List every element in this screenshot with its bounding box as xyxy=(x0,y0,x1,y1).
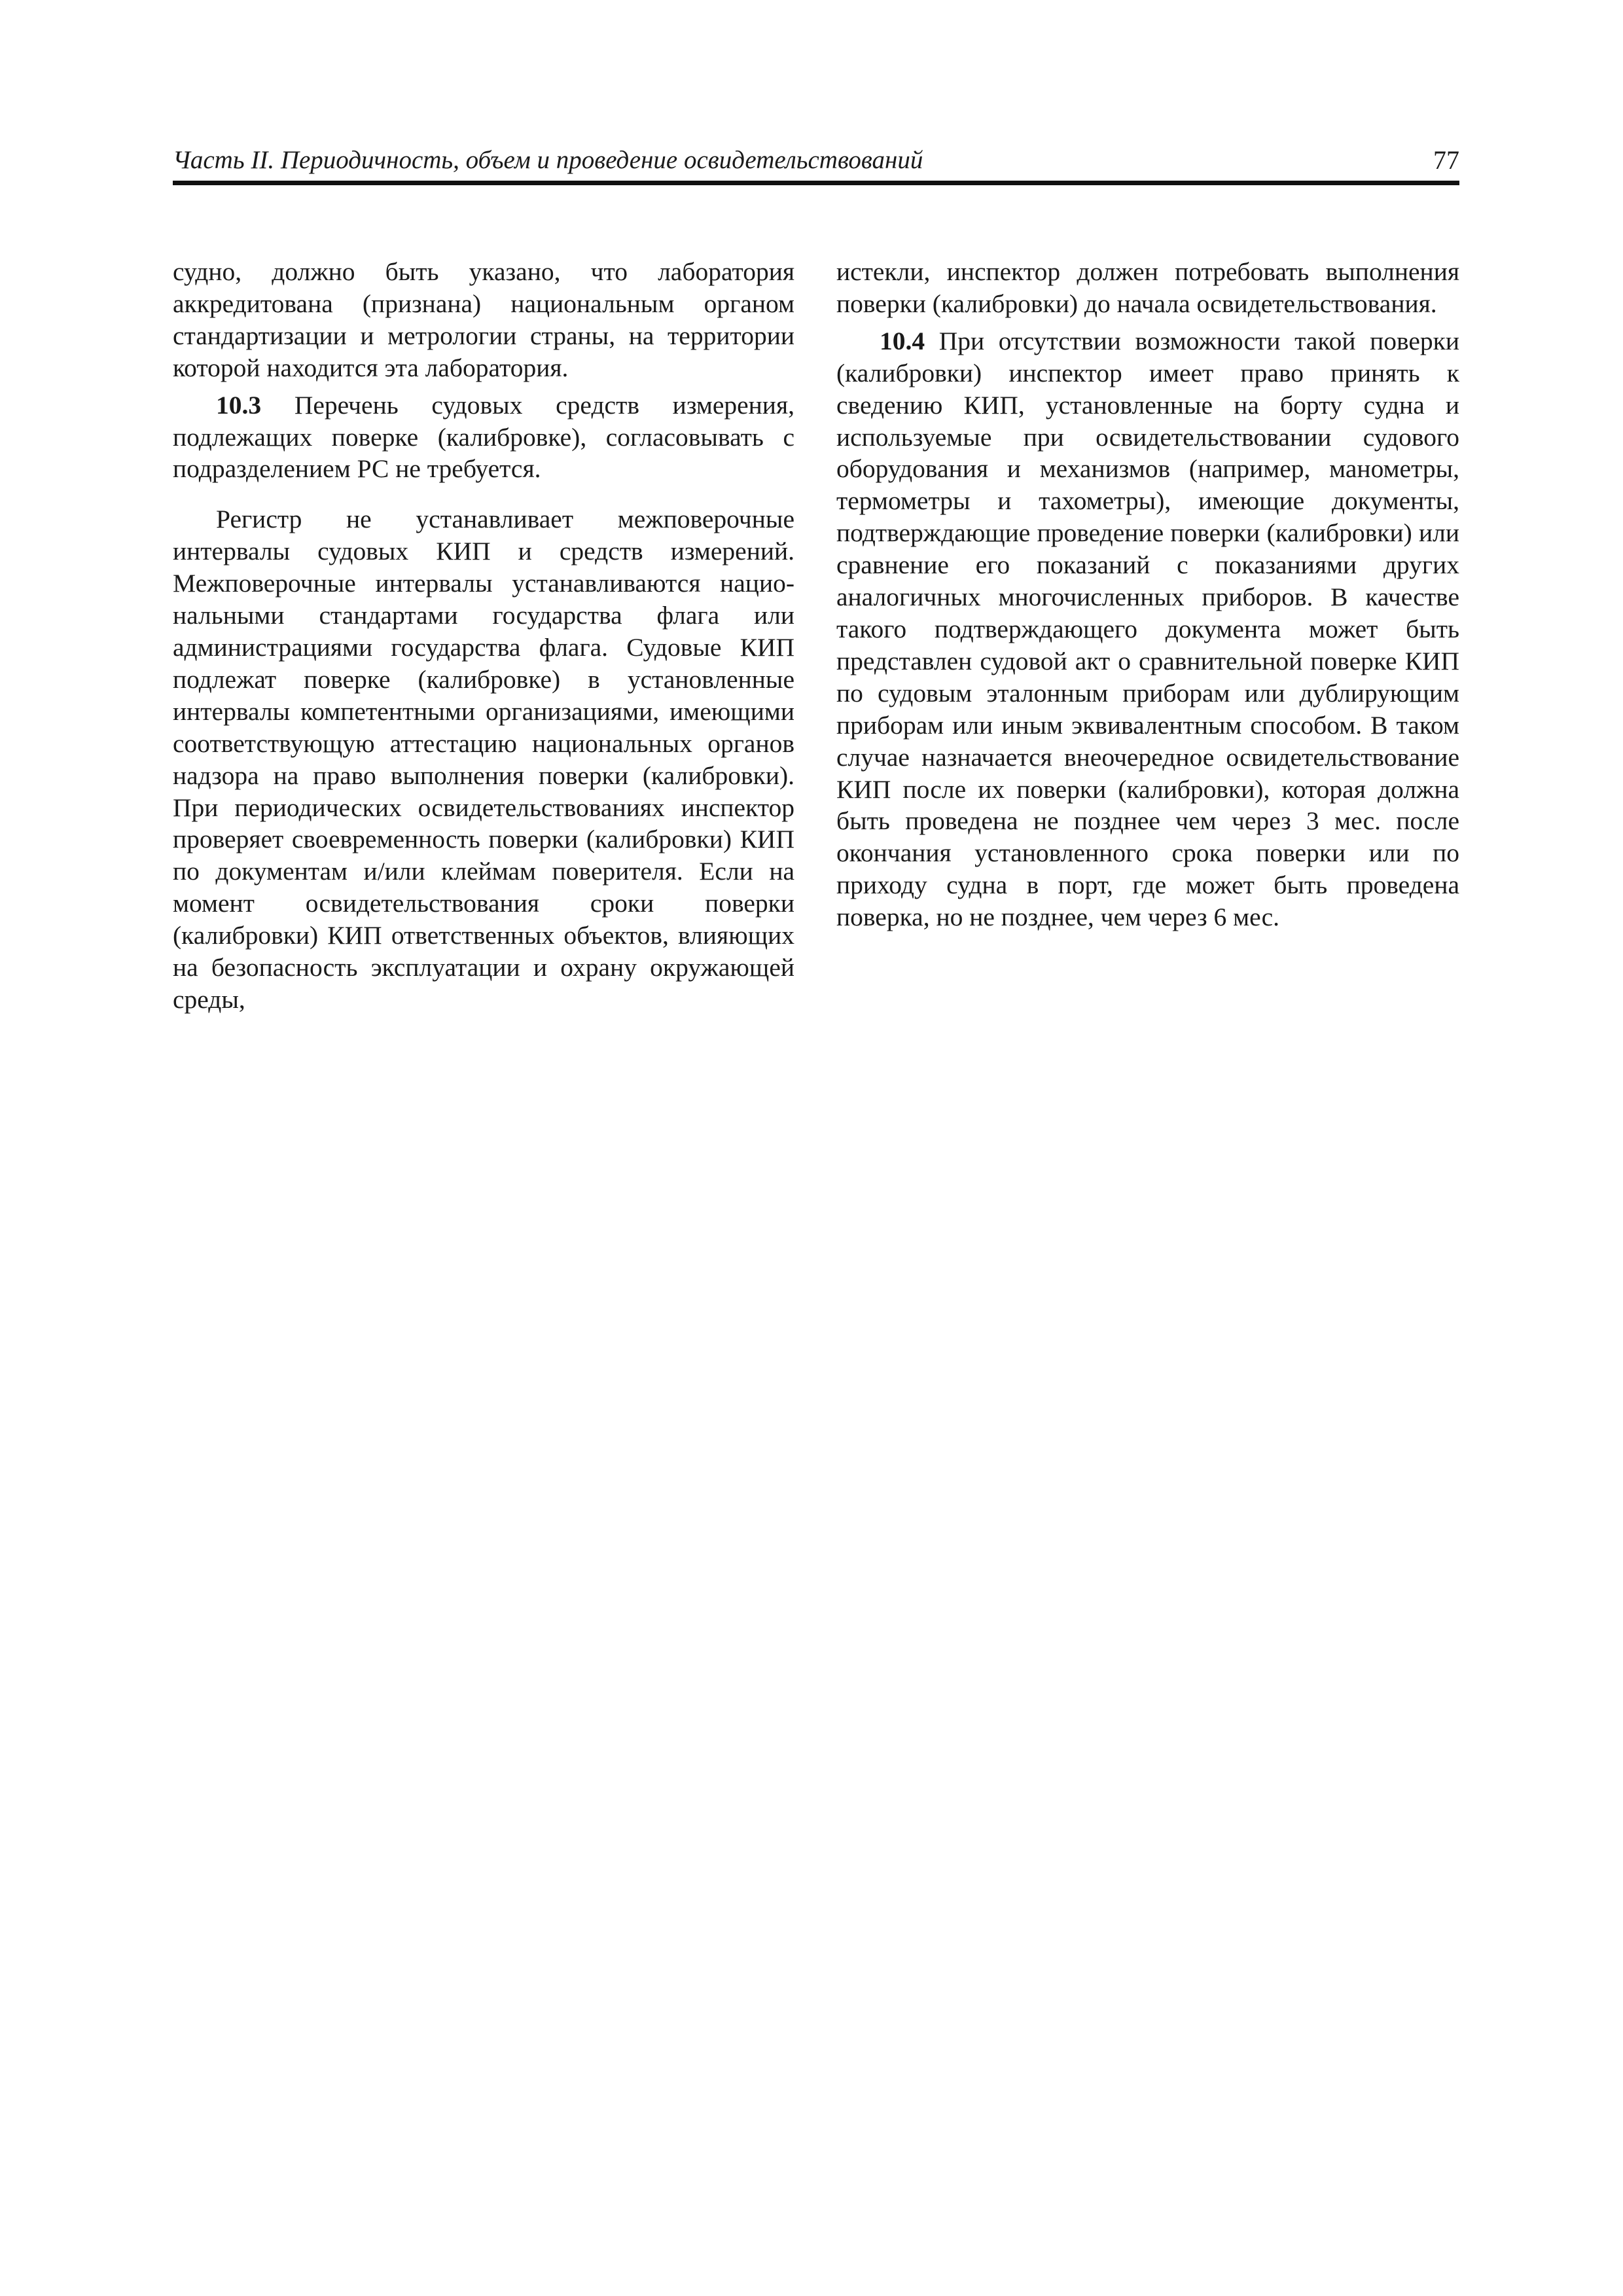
clause-text: Перечень судовых средств измерения, подлежащих поверке (калибровке), согласовывать с подразделением РС не требуется. xyxy=(173,390,794,484)
clause-number: 10.4 xyxy=(880,326,925,355)
paragraph-clause-10-4 xyxy=(836,325,1459,933)
clause-text: При отсутствии возможности такой поверки (калибровки) инспектор имеет право принять к сведению КИП, установленные на борту судна и используемые при освидетельствовании судового оборудования и механизмов (например, манометры, термометры и тахометры), имеющие документы, подтверждающие проведение поверки (калибровки) или сравнение его показаний с показаниями других аналогичных многочисленных приборов. В качестве такого подтверждающего документа может быть представлен судовой акт о сравнительной поверке КИП по судовым эталонным приборам или дублирующим приборам или иным эквивалентным способом. В таком случае назначается внеочередное освидетельствование КИП после их поверки (калибровки), которая должна быть проведена не позднее чем через 3 мес. после окончания установленного срока поверки или по приходу судна в порт, где может быть проведена поверка, но не позднее, чем через 6 мес. xyxy=(836,326,1459,932)
right-column xyxy=(836,256,1459,933)
paragraph-clause-10-3 xyxy=(173,389,794,486)
page-number: 77 xyxy=(1433,145,1459,175)
paragraph-register-intervals: Регистр не устанавливает межповерочные интервалы судовых КИП и средств измерений. Межповерочные интервалы устанавливаются национальными стандартами государства флага или администрациями государства флага. Судовые КИП подлежат поверке (калибровке) в установленные интервалы компетентными организациями, имеющими соответствующую аттестацию национальных органов надзора на право выполнения поверки (калибровки). При периодических освидетельствованиях инспектор проверяет своевременность поверки (калибровки) КИП по документам и/или клеймам поверителя. Если на момент освидетельствования сроки поверки (калибровки) КИП ответственных объектов, влияющих на безопасность эксплуатации и охрану окружающей среды, xyxy=(173,505,794,1014)
paragraph-continuation: истекли, инспектор должен потребовать выполнения поверки (калибровки) до начала освидетельствования. xyxy=(836,257,1459,318)
running-header xyxy=(173,141,1459,185)
left-column xyxy=(173,256,794,1016)
header-title: Часть II. Периодичность, объем и проведение освидетельствований xyxy=(173,146,923,174)
paragraph-continuation: судно, должно быть указано, что лаборатория аккредитована (признана) национальным органом стандартизации и метрологии страны, на территории которой находится эта лаборатория. xyxy=(173,257,794,382)
clause-number: 10.3 xyxy=(216,390,262,420)
